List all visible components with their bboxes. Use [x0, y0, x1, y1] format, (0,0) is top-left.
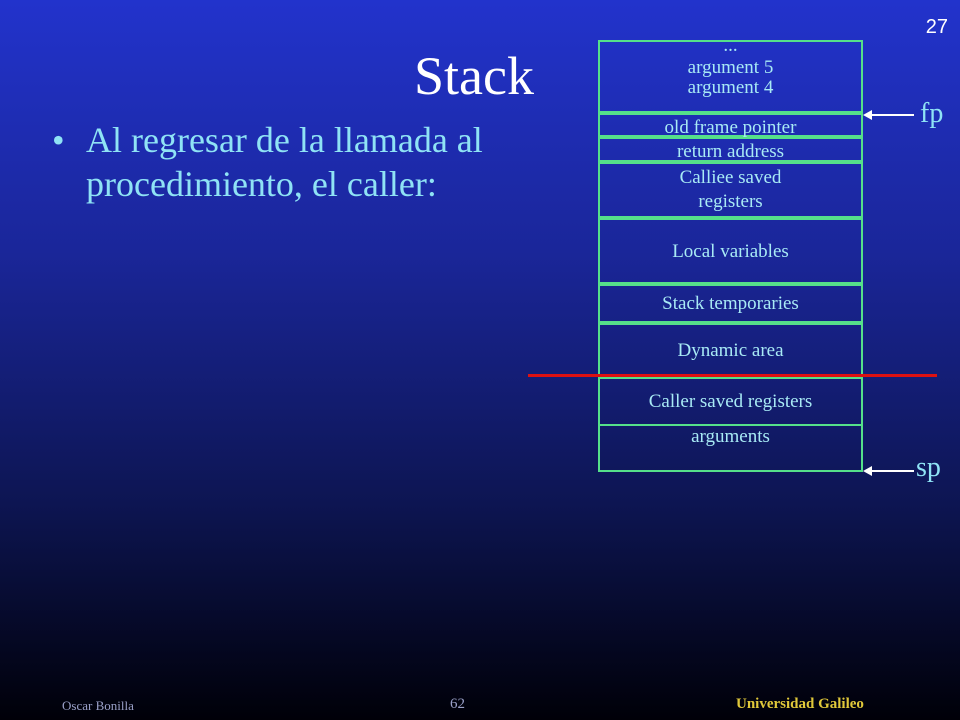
stack-box-stack-temporaries: [598, 284, 863, 323]
fp-arrow-icon: [860, 106, 916, 124]
stack-box-arguments-top: [598, 35, 863, 113]
stack-argument-4: argument 4: [687, 77, 774, 98]
stack-callee-saved-line1: Calliee saved: [679, 167, 782, 188]
stack-box-old-frame-pointer: [598, 113, 863, 137]
stack-argument-5: argument 5: [687, 57, 774, 78]
stack-dynamic-area-label: Dynamic area: [677, 340, 784, 361]
bullet-text: Al regresar de la llamada al procedimiento, el caller:: [86, 120, 483, 204]
stack-old-frame-pointer-label: old frame pointer: [664, 117, 797, 138]
stack-box-local-variables: [598, 218, 863, 284]
stack-arguments-label: arguments: [691, 426, 770, 447]
stack-callee-saved-line2: registers: [698, 191, 763, 212]
slide-title: Stack: [414, 46, 534, 106]
stack-ellipsis: ...: [723, 35, 738, 56]
footer-institution: Universidad Galileo: [736, 696, 864, 712]
caller-callee-divider-line: [528, 374, 937, 377]
footer-author: Oscar Bonilla: [62, 698, 134, 713]
stack-temporaries-label: Stack temporaries: [662, 293, 799, 314]
bullet-point: [52, 118, 572, 206]
stack-box-caller-saved: [598, 377, 863, 426]
stack-return-address-label: return address: [676, 141, 785, 162]
stack-box-dynamic-area: [598, 323, 863, 377]
sp-label: sp: [916, 452, 941, 483]
fp-label: fp: [920, 98, 944, 129]
bullet-marker: •: [52, 120, 65, 160]
footer-page-number: 62: [450, 696, 465, 712]
sp-arrow-icon: [860, 462, 916, 480]
stack-local-variables-label: Local variables: [672, 241, 789, 262]
stack-caller-saved-label: Caller saved registers: [648, 391, 813, 412]
stack-box-callee-saved: [598, 162, 863, 218]
stack-box-return-address: [598, 137, 863, 162]
slide-number: 27: [925, 16, 948, 38]
stack-box-arguments: [598, 424, 863, 472]
